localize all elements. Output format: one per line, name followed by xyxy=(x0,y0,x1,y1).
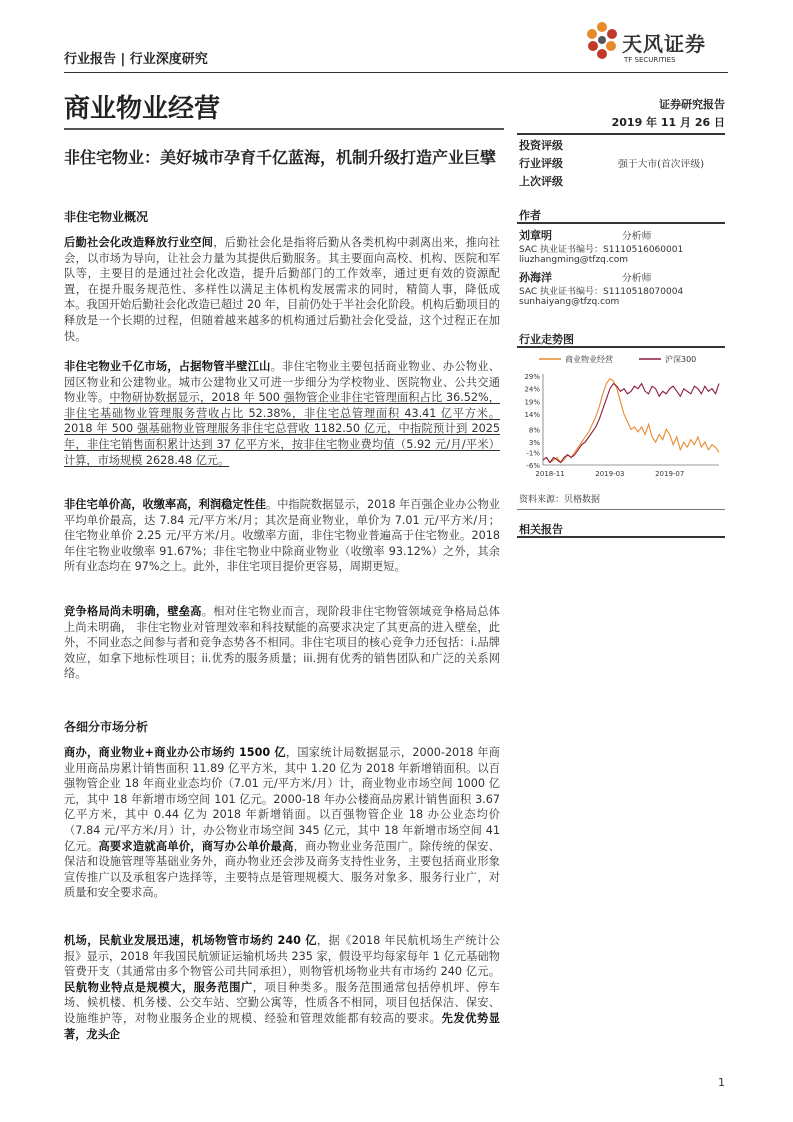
paragraph-backoffice xyxy=(64,235,500,344)
title-divider xyxy=(64,128,504,130)
industry-rating-value: 强于大市(首次评级) xyxy=(618,159,705,170)
y-tick-label: 3% xyxy=(528,439,540,448)
related-divider xyxy=(517,536,725,538)
paragraph-lead: 非住宅物业千亿市场，占据物管半壁江山 xyxy=(64,360,271,373)
authors-divider xyxy=(517,222,725,224)
paragraph-lead: 先发优势显著，龙头企 xyxy=(64,1011,500,1041)
sidebar-divider xyxy=(517,133,725,135)
author-email[interactable]: liuzhangming@tfzq.com xyxy=(519,255,628,265)
y-tick-label: -1% xyxy=(526,449,540,458)
company-logo xyxy=(582,18,732,66)
y-tick-label: 14% xyxy=(524,411,540,420)
author-role: 分析师 xyxy=(622,231,652,242)
x-tick-label: 2019-07 xyxy=(655,470,685,478)
paragraph-airport xyxy=(64,933,500,1042)
paragraph-body: 。相对住宅物业而言，现阶段非住宅物管领域竞争格局总体上尚未明确， 非住宅物业对管理效率和科技赋能的高要求决定了其更高的进入壁垒，此外，不同业态之间参与者和竞争态势各不相同。非住宅项目的核心竞争力还包括：i.品牌效应，如拿下地标性项目；ii.优秀的服务质量；iii.拥有优秀的销售团队和广泛的关系网络。 xyxy=(64,605,500,681)
paragraph-lead: 竞争格局尚未明确，壁垒高 xyxy=(64,605,202,618)
segments-heading: 各细分市场分析 xyxy=(64,720,149,734)
y-tick-label: -6% xyxy=(526,462,540,470)
author-name: 刘章明 xyxy=(519,229,552,242)
author-role: 分析师 xyxy=(622,273,652,284)
last-rating-label: 上次评级 xyxy=(519,175,563,188)
report-type: 证券研究报告 xyxy=(659,98,725,111)
y-tick-label: 19% xyxy=(524,398,540,407)
trend-divider xyxy=(517,346,725,348)
paragraph-body: ，商办物业业务范围广。除传统的保安、保洁和设施管理等基础业务外，商办物业还会涉及商务支持性业务，主要包括商业形象宣传推广以及承租客户选择等，主要特点是管理规模大、服务对象多、服务行业广，对质量和安全要求高。 xyxy=(64,839,500,900)
x-tick-label: 2018-11 xyxy=(535,470,565,478)
paragraph-body: ，据《2018 年民航机场生产统计公报》显示，2018 年我国民航颁证运输机场共 235 家，假设平均每家每年 1 亿元基础物管费开支（其通常由多个物管公司共同承担），则物管机场物业共有市场约 240 亿元。 xyxy=(64,934,500,979)
author-cert: SAC 执业证书编号：S1110516060001 xyxy=(519,245,684,255)
legend-label: 沪深300 xyxy=(665,355,697,364)
logo-flower-icon xyxy=(582,18,622,66)
trend-heading: 行业走势图 xyxy=(519,333,574,346)
industry-trend-chart xyxy=(517,350,725,480)
series-line xyxy=(543,384,719,463)
overview-heading: 非住宅物业概况 xyxy=(64,210,149,224)
chart-source: 资料来源：贝格数据 xyxy=(519,495,601,505)
paragraph-lead: 机场，民航业发展迅速，机场物管市场约 240 亿 xyxy=(64,934,317,947)
page-number: 1 xyxy=(718,1076,725,1089)
paragraph-lead: 后勤社会化改造释放行业空间 xyxy=(64,236,214,249)
y-tick-label: 24% xyxy=(524,385,540,394)
paragraph-lead: 非住宅单价高，收缴率高，利润稳定性佳 xyxy=(64,498,266,511)
author-cert: SAC 执业证书编号：S1110518070004 xyxy=(519,287,684,297)
page-subtitle: 非住宅物业：美好城市孕育千亿蓝海，机制升级打造产业巨擘 xyxy=(64,148,497,167)
report-category: 行业报告 | 行业深度研究 xyxy=(64,52,208,67)
paragraph-underlined: 2018 年 500 强基础物业管理服务非住宅总营收 1182.50 亿元，中指院预计到 2025 年，非住宅销售面积累计达到 37 亿平方米，按非住宅物业费均值（5.92 元/月/平米）计算，市场规模 2628.48 亿元。 xyxy=(64,422,500,467)
y-tick-label: 8% xyxy=(528,426,540,435)
paragraph-lead: 商办，商业物业+商业办公市场约 1500 亿 xyxy=(64,746,286,759)
rating-label: 投资评级 xyxy=(519,139,563,152)
source-divider xyxy=(517,509,725,510)
logo-text-cn: 天风证券 xyxy=(622,32,706,56)
authors-heading: 作者 xyxy=(519,209,541,222)
report-date: 2019 年 11 月 26 日 xyxy=(611,116,725,129)
paragraph-body: 。中指院数据显示，2018 年百强企业办公物业平均单价最高，达 7.84 元/平方米/月；其次是商业物业，单价为 7.01 元/平方米/月；住宅物业单价 2.25 元/平方米/月。收缴率方面，非住宅物业普遍高于住宅物业。2018 年住宅物业收缴率 91.67%；非住宅物业中除商业物业（收缴率 93.12%）之外，其余所有业态均在 97%之上。此外，非住宅项目提价更容易，周期更短。 xyxy=(64,498,500,574)
author-email[interactable]: sunhaiyang@tfzq.com xyxy=(519,297,620,307)
page-title: 商业物业经营 xyxy=(64,94,221,124)
logo-text-en: TF SECURITIES xyxy=(624,56,676,64)
related-heading: 相关报告 xyxy=(519,523,563,536)
chart-canvas xyxy=(517,350,725,480)
paragraph-underlined: 中物研协数据显示，2018 年 500 强物管企业非住宅管理面积占比 36.52%，非住宅基础物业管理服务营收占比 52.38%，非住宅总管理面积 43.41 亿平方米。 xyxy=(64,391,500,420)
paragraph-lead: 高要求造就高单价，商写办公单价最高 xyxy=(98,839,294,853)
paragraph-competition xyxy=(64,604,500,682)
y-tick-label: 29% xyxy=(524,373,540,381)
paragraph-commercial-office xyxy=(64,745,500,901)
paragraph-body: 。非住宅物业主要包括商业物业、办公物业、园区物业和公建物业。城市公建物业又可进一步细分为学校物业、医院物业、公共交通物业等。 xyxy=(64,360,500,405)
author-name: 孙海洋 xyxy=(519,271,552,284)
paragraph-body: ，项目种类多。服务范围通常包括停机坪、停车场、候机楼、机务楼、公交车站、空勤公寓等，性质各不相同，项目包括保洁、保安、设施维护等，对物业服务企业的规模、经验和管理效能都有较高的要求。 xyxy=(64,980,500,1025)
paragraph-pricing xyxy=(64,497,500,575)
paragraph-lead: 民航物业特点是规模大，服务范围广 xyxy=(64,980,253,994)
paragraph-market xyxy=(64,359,500,468)
legend-label: 商业物业经营 xyxy=(565,355,613,364)
header-divider xyxy=(64,72,728,73)
paragraph-body: ，后勤社会化是指将后勤从各类机构中剥离出来，推向社会，以市场为导向，让社会力量为其提供后勤服务。其主要面向高校、机构、医院和军队等，主要目的是通过社会化改造，提升后勤部门的工作效率，通过更有效的资源配置，在提升服务规范性、多样性以满足主体机构发展需求的同时，精简人事，降低成本。我国开始后勤社会化改造已超过 20 年，目前仍处于半社会化阶段。机构后勤项目的释放是一个长期的过程，但随着越来越多的机构通过后勤社会化受益，这个过程正在加快。 xyxy=(64,236,500,343)
industry-rating-label: 行业评级 xyxy=(519,157,563,170)
paragraph-body: ，国家统计局数据显示，2000-2018 年商业用商品房累计销售面积 11.89 亿平方米，其中 1.20 亿为 2018 年新增销面积。以百强物管企业 18 年商业业态均价（7.01 元/平方米/月）计，商业物业市场空间 1000 亿元，其中 18 年新增市场空间 101 亿元。2000-18 年办公楼商品房累计销售面积 3.67 亿平方米，其中 0.44 亿为 2018 年新增销面。以百强物管企业 18 办公业态均价（7.84 元/平方米/月）计，办公物业市场空间 345 亿元，其中 18 年新增市场空间 41 亿元。 xyxy=(64,746,500,853)
x-tick-label: 2019-03 xyxy=(595,470,625,478)
